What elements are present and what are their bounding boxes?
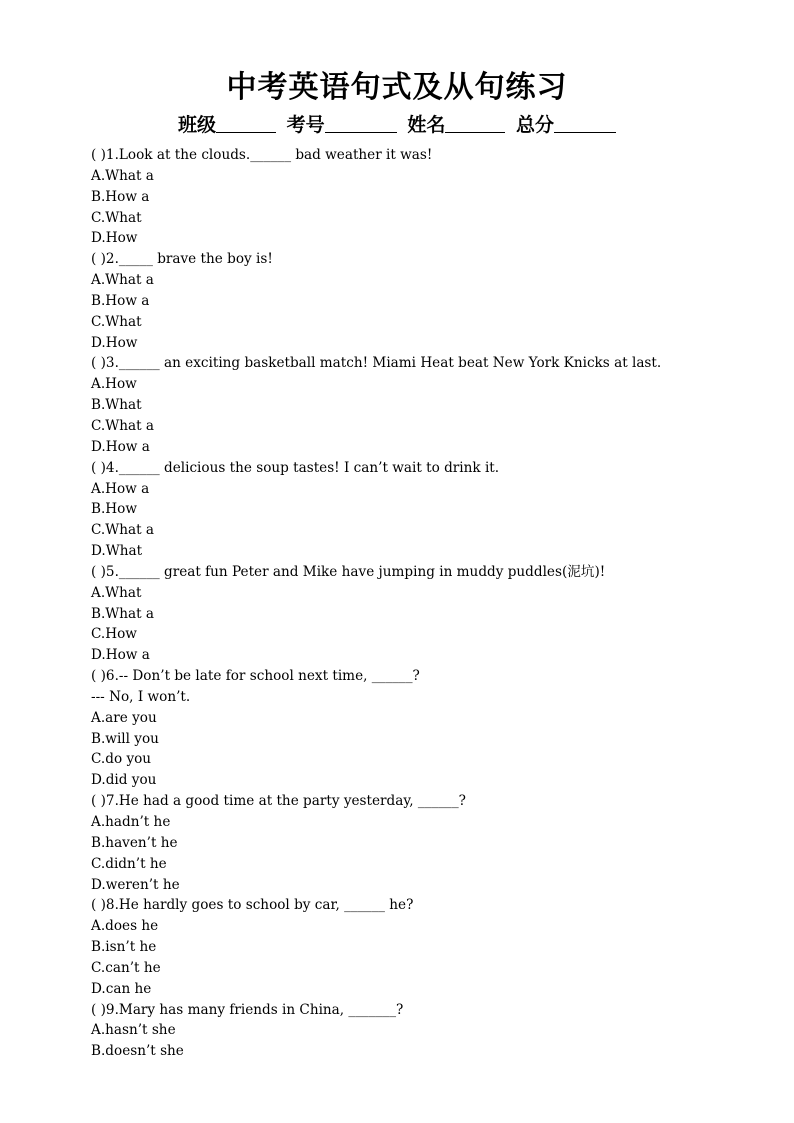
exam-no-label: 考号: [286, 114, 325, 136]
answer-option: A.What a: [91, 272, 154, 289]
answer-option: C.didn’t he: [91, 855, 167, 872]
answer-option: C.What a: [91, 417, 154, 434]
answer-option: C.What: [91, 313, 142, 330]
answer-option: A.hadn’t he: [91, 814, 171, 830]
answer-option: A.How a: [91, 480, 150, 497]
answer-option: C.What: [91, 209, 142, 226]
answer-option: A.are you: [91, 709, 157, 726]
name-blank[interactable]: [445, 114, 505, 133]
class-label: 班级: [178, 114, 217, 136]
question-stem: ( )2._____ brave the boy is!: [91, 251, 273, 268]
answer-option: B.How a: [91, 292, 150, 309]
answer-option: D.weren’t he: [91, 876, 180, 893]
page-title: 中考英语句式及从句练习: [226, 70, 568, 105]
answer-option: B.What: [91, 397, 142, 414]
answer-option: C.How: [91, 626, 137, 643]
answer-option: D.How a: [91, 438, 150, 455]
answer-option: D.How a: [91, 647, 150, 664]
question-stem: ( )8.He hardly goes to school by car, ______ he?: [91, 897, 414, 914]
score-label: 总分: [515, 114, 554, 136]
question-stem: ( )3.______ an exciting basketball match! Miami Heat beat New York Knicks at last.: [91, 355, 662, 372]
answer-option: D.did you: [91, 772, 157, 789]
question-stem: ( )6.-- Don’t be late for school next time, ______?: [91, 668, 420, 685]
answer-option: B.What a: [91, 605, 155, 622]
question-stem: ( )4.______ delicious the soup tastes! I can’t wait to drink it.: [91, 459, 500, 476]
answer-option: A.What a: [91, 167, 154, 184]
score-blank[interactable]: [554, 114, 616, 133]
answer-option: B.will you: [91, 730, 159, 747]
question-stem: ( )9.Mary has many friends in China, _______?: [91, 1001, 404, 1018]
answer-option: B.haven’t he: [91, 834, 178, 851]
student-info-row: [0, 110, 794, 137]
answer-option: C.What a: [91, 522, 154, 539]
question-stem: ( )7.He had a good time at the party yesterday, ______?: [91, 793, 466, 810]
answer-option: A.What: [91, 584, 142, 601]
answer-option: B.How: [91, 501, 137, 518]
answer-option: D.How: [91, 230, 138, 247]
dialogue-line: --- No, I won’t.: [91, 688, 191, 705]
answer-option: D.What: [91, 543, 143, 560]
answer-option: A.hasn’t she: [91, 1022, 176, 1039]
answer-option: D.How: [91, 334, 138, 351]
answer-option: C.do you: [91, 751, 152, 768]
answer-option: D.can he: [91, 980, 152, 997]
question-stem: ( )1.Look at the clouds.______ bad weather it was!: [91, 147, 433, 163]
question-list: [91, 145, 771, 1062]
answer-option: A.does he: [91, 918, 159, 935]
answer-option: B.doesn’t she: [91, 1043, 184, 1060]
question-stem: ( )5.______ great fun Peter and Mike have jumping in muddy puddles(泥坑)!: [91, 563, 606, 580]
answer-option: A.How: [91, 376, 137, 393]
answer-option: C.can’t he: [91, 959, 161, 976]
class-blank[interactable]: [216, 114, 276, 133]
name-label: 姓名: [407, 114, 446, 136]
exam-no-blank[interactable]: [325, 114, 397, 133]
answer-option: B.isn’t he: [91, 939, 157, 956]
answer-option: B.How a: [91, 188, 150, 205]
